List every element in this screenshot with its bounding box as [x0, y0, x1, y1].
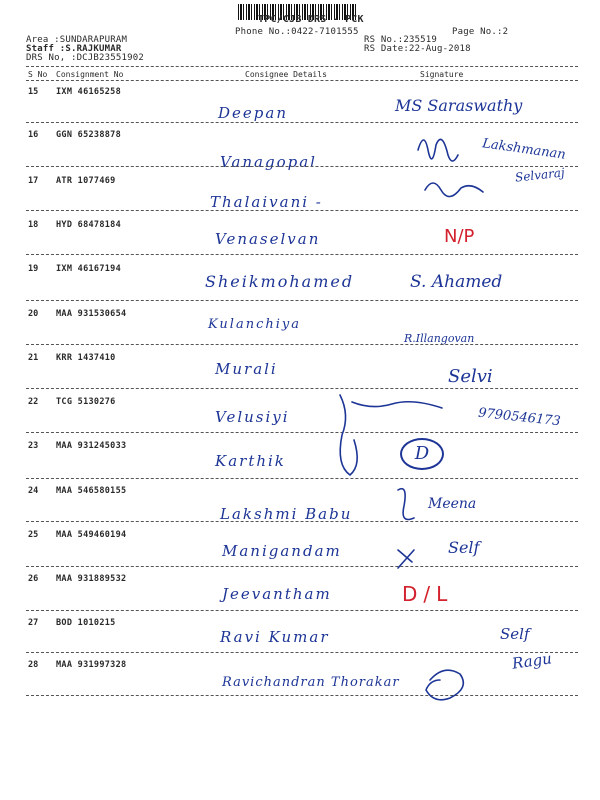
signature: MS Saraswathy — [395, 96, 523, 115]
row-sno: 19 — [28, 264, 39, 274]
row-sno: 22 — [28, 397, 39, 407]
consignee-name: Karthik — [215, 452, 286, 470]
area-label: Area :SUNDARAPURAM — [26, 35, 128, 45]
signature: D/L — [402, 582, 454, 606]
signature: Self — [500, 625, 530, 643]
signature: Lakshmanan — [481, 136, 567, 163]
phone-number: Phone No.:0422-7101555 — [235, 27, 359, 37]
consignment-number: HYD 68478184 — [56, 220, 122, 230]
consignment-number: TCG 5130276 — [56, 397, 116, 407]
signature: 9790546173 — [477, 405, 562, 430]
consignment-number: IXM 46165258 — [56, 87, 122, 97]
consignee-name: Manigandam — [222, 542, 342, 560]
consignment-number: MAA 931530654 — [56, 309, 127, 319]
consignment-number: MAA 931997328 — [56, 660, 127, 670]
consignment-number: BOD 1010215 — [56, 618, 116, 628]
consignee-name: Velusiyi — [215, 408, 290, 426]
consignee-name: Thalaivani - — [210, 193, 323, 211]
rs-date: RS Date:22-Aug-2018 — [364, 44, 471, 54]
consignee-name: Kulanchiya — [208, 317, 301, 332]
consignee-name: Ravi Kumar — [220, 628, 330, 646]
signature: Selvaraj — [514, 165, 566, 185]
consignment-number: MAA 549460194 — [56, 530, 127, 540]
row-sno: 15 — [28, 87, 39, 97]
signature: Ragu — [510, 649, 553, 673]
row-sno: 28 — [28, 660, 39, 670]
row-sno: 26 — [28, 574, 39, 584]
row-sno: 23 — [28, 441, 39, 451]
consignment-number: ATR 1077469 — [56, 176, 116, 186]
col-consignment: Consignment No — [56, 70, 124, 79]
row-sno: 24 — [28, 486, 39, 496]
rs-number: RS No.:235519 — [364, 35, 438, 45]
consignee-name: Jeevantham — [222, 585, 332, 603]
drs-number: DRS No, :DCJB23551902 — [26, 53, 144, 63]
consignee-name: Venaselvan — [215, 230, 321, 248]
consignment-number: MAA 931245033 — [56, 441, 127, 451]
signature: D — [400, 438, 444, 470]
row-sno: 20 — [28, 309, 39, 319]
signature: N/P — [444, 226, 475, 247]
consignee-name: Sheikmohamed — [205, 272, 355, 291]
row-sno: 21 — [28, 353, 39, 363]
col-sno: S No — [28, 70, 48, 79]
row-sno: 16 — [28, 130, 39, 140]
row-sno: 17 — [28, 176, 39, 186]
document-title: TPC/CJB DRS - PCK — [258, 14, 364, 25]
consignment-number: GGN 65238878 — [56, 130, 122, 140]
signature: R.Illangovan — [404, 332, 475, 345]
signature: Selvi — [448, 366, 493, 387]
signature: Self — [448, 538, 480, 557]
col-consignee: Consignee Details — [245, 70, 327, 79]
consignee-name: Murali — [215, 360, 278, 378]
staff-label: Staff :S.RAJKUMAR — [26, 44, 122, 54]
signature: Meena — [428, 496, 477, 512]
consignment-number: KRR 1437410 — [56, 353, 116, 363]
consignment-number: IXM 46167194 — [56, 264, 122, 274]
consignee-name: Deepan — [218, 104, 288, 122]
consignee-name: Vanagopal — [220, 153, 317, 171]
row-sno: 25 — [28, 530, 39, 540]
signature: S. Ahamed — [410, 272, 503, 292]
row-sno: 18 — [28, 220, 39, 230]
row-sno: 27 — [28, 618, 39, 628]
consignment-number: MAA 546580155 — [56, 486, 127, 496]
col-signature: Signature — [420, 70, 464, 79]
consignee-name: Lakshmi Babu — [220, 505, 353, 523]
consignee-name: Ravichandran Thorakar — [222, 675, 400, 690]
consignment-number: MAA 931889532 — [56, 574, 127, 584]
page-number: Page No.:2 — [452, 27, 509, 37]
